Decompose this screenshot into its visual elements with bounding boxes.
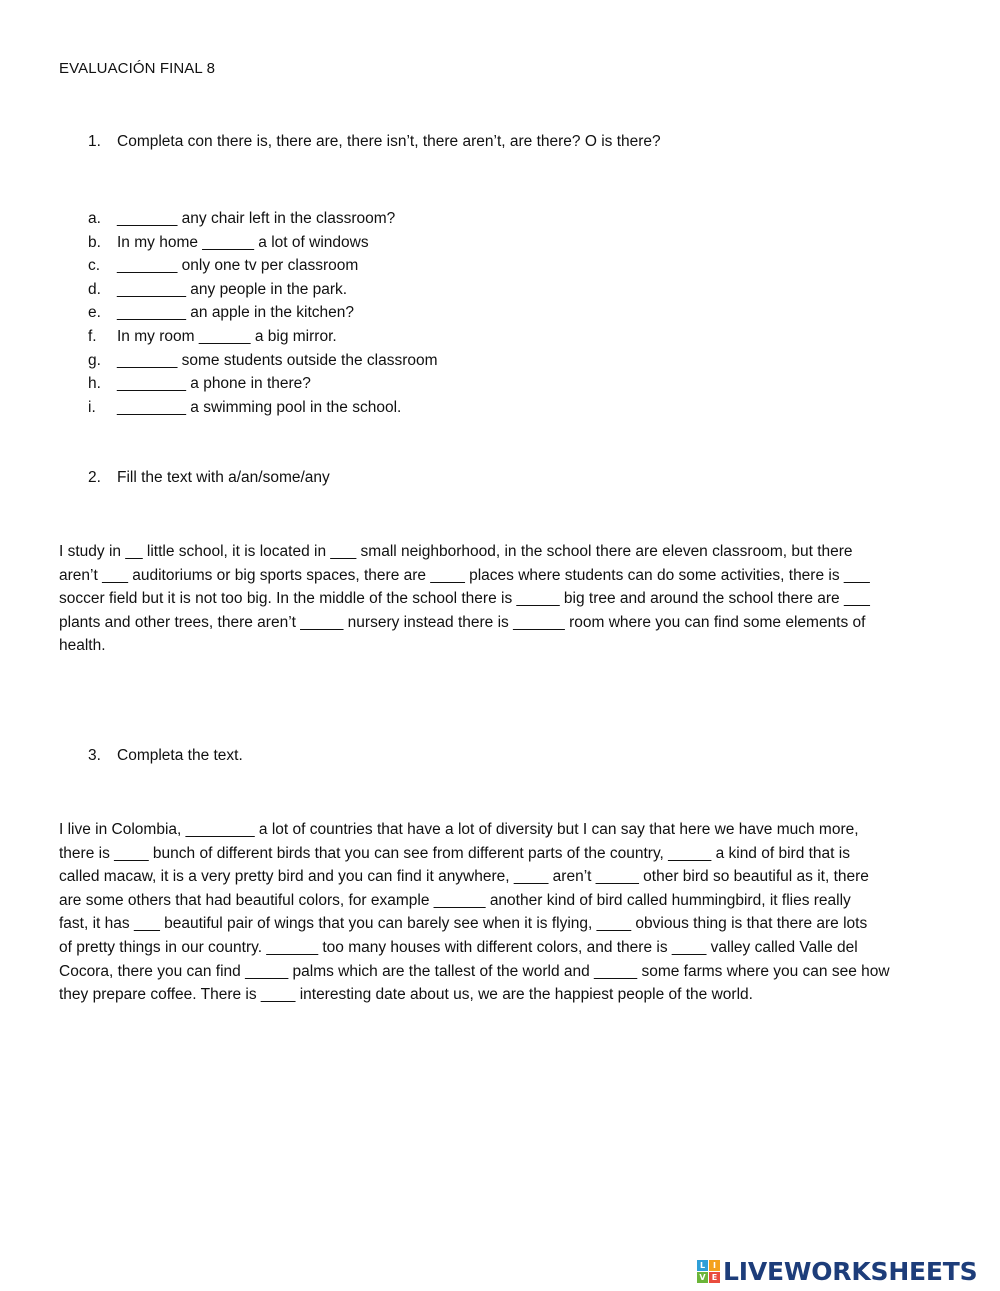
logo-tile: E — [709, 1272, 720, 1283]
paragraph-line: I study in __ little school, it is located in ___ small neighborhood, in the school there are eleven classroom, but there — [59, 543, 853, 560]
item-text: In my home ______ a lot of windows — [117, 233, 369, 251]
liveworksheets-branding — [697, 1257, 977, 1286]
item-text: ________ an apple in the kitchen? — [117, 304, 355, 322]
list-item — [88, 278, 438, 302]
question-text: Completa con there is, there are, there isn’t, there aren’t, are there? O is there? — [117, 133, 661, 150]
item-text: ________ a swimming pool in the school. — [117, 398, 402, 416]
item-letter: d. — [88, 280, 101, 298]
item-text: _______ only one tv per classroom — [117, 257, 359, 275]
list-item — [88, 396, 438, 420]
brand-name: LIVEWORKSHEETS — [723, 1257, 978, 1286]
logo-tile: L — [697, 1260, 708, 1271]
list-item — [88, 207, 438, 231]
paragraph-line: called macaw, it is a very pretty bird and you can find it anywhere, ____ aren’t _____ other bird so beautiful as it, there — [59, 868, 869, 886]
list-item — [88, 349, 438, 373]
page-title: EVALUACIÓN FINAL 8 — [59, 60, 216, 77]
item-letter: b. — [88, 233, 101, 251]
paragraph-line: they prepare coffee. There is ____ interesting date about us, we are the happiest people of the world. — [59, 986, 753, 1004]
paragraph-line: I live in Colombia, ________ a lot of countries that have a lot of diversity but I can say that here we have much more, — [59, 821, 859, 838]
question-number: 1. — [88, 133, 101, 150]
paragraph-line: health. — [59, 637, 106, 655]
item-text: _______ any chair left in the classroom? — [117, 210, 396, 227]
question-1-items — [88, 207, 438, 419]
item-text: ________ a phone in there? — [117, 375, 311, 393]
item-letter: e. — [88, 304, 101, 322]
logo-tile: I — [709, 1260, 720, 1271]
item-letter: g. — [88, 351, 101, 369]
list-item — [88, 301, 438, 325]
question-2-paragraph — [59, 540, 949, 658]
paragraph-line: soccer field but it is not too big. In the middle of the school there is _____ big tree and around the school there are ___ — [59, 590, 870, 608]
paragraph-line: of pretty things in our country. ______ too many houses with different colors, and there is ____ valley called Valle del — [59, 938, 858, 956]
paragraph-line: plants and other trees, there aren’t _____ nursery instead there is ______ room where you can find some elements of — [59, 613, 866, 631]
paragraph-line: fast, it has ___ beautiful pair of wings that you can barely see when it is flying, ____ obvious thing is that there are lots — [59, 915, 868, 933]
item-letter: a. — [88, 210, 101, 227]
question-text: Completa the text. — [117, 747, 243, 764]
paragraph-line: Cocora, there you can find _____ palms which are the tallest of the world and _____ some farms where you can see how — [59, 962, 890, 980]
question-1-heading — [88, 133, 661, 151]
item-text: _______ some students outside the classroom — [117, 351, 438, 369]
item-letter: f. — [88, 327, 97, 345]
list-item — [88, 254, 438, 278]
item-letter: h. — [88, 375, 101, 393]
logo-tile: V — [697, 1272, 708, 1283]
liveworksheets-logo-icon — [697, 1260, 720, 1283]
paragraph-line: there is ____ bunch of different birds that you can see from different parts of the country, _____ a kind of bird that is — [59, 844, 850, 862]
question-number: 3. — [88, 747, 101, 764]
item-text: ________ any people in the park. — [117, 280, 348, 298]
item-letter: c. — [88, 257, 101, 275]
item-letter: i. — [88, 398, 96, 416]
item-text: In my room ______ a big mirror. — [117, 327, 337, 345]
question-3-heading — [88, 747, 243, 765]
list-item — [88, 231, 438, 255]
question-2-heading — [88, 469, 330, 487]
list-item — [88, 372, 438, 396]
list-item — [88, 325, 438, 349]
question-3-paragraph — [59, 818, 949, 1007]
question-number: 2. — [88, 469, 101, 486]
paragraph-line: are some others that had beautiful colors, for example ______ another kind of bird called hummingbird, it flies really — [59, 891, 851, 909]
paragraph-line: aren’t ___ auditoriums or big sports spaces, there are ____ places where students can do some activities, there is ___ — [59, 566, 870, 584]
question-text: Fill the text with a/an/some/any — [117, 469, 330, 486]
